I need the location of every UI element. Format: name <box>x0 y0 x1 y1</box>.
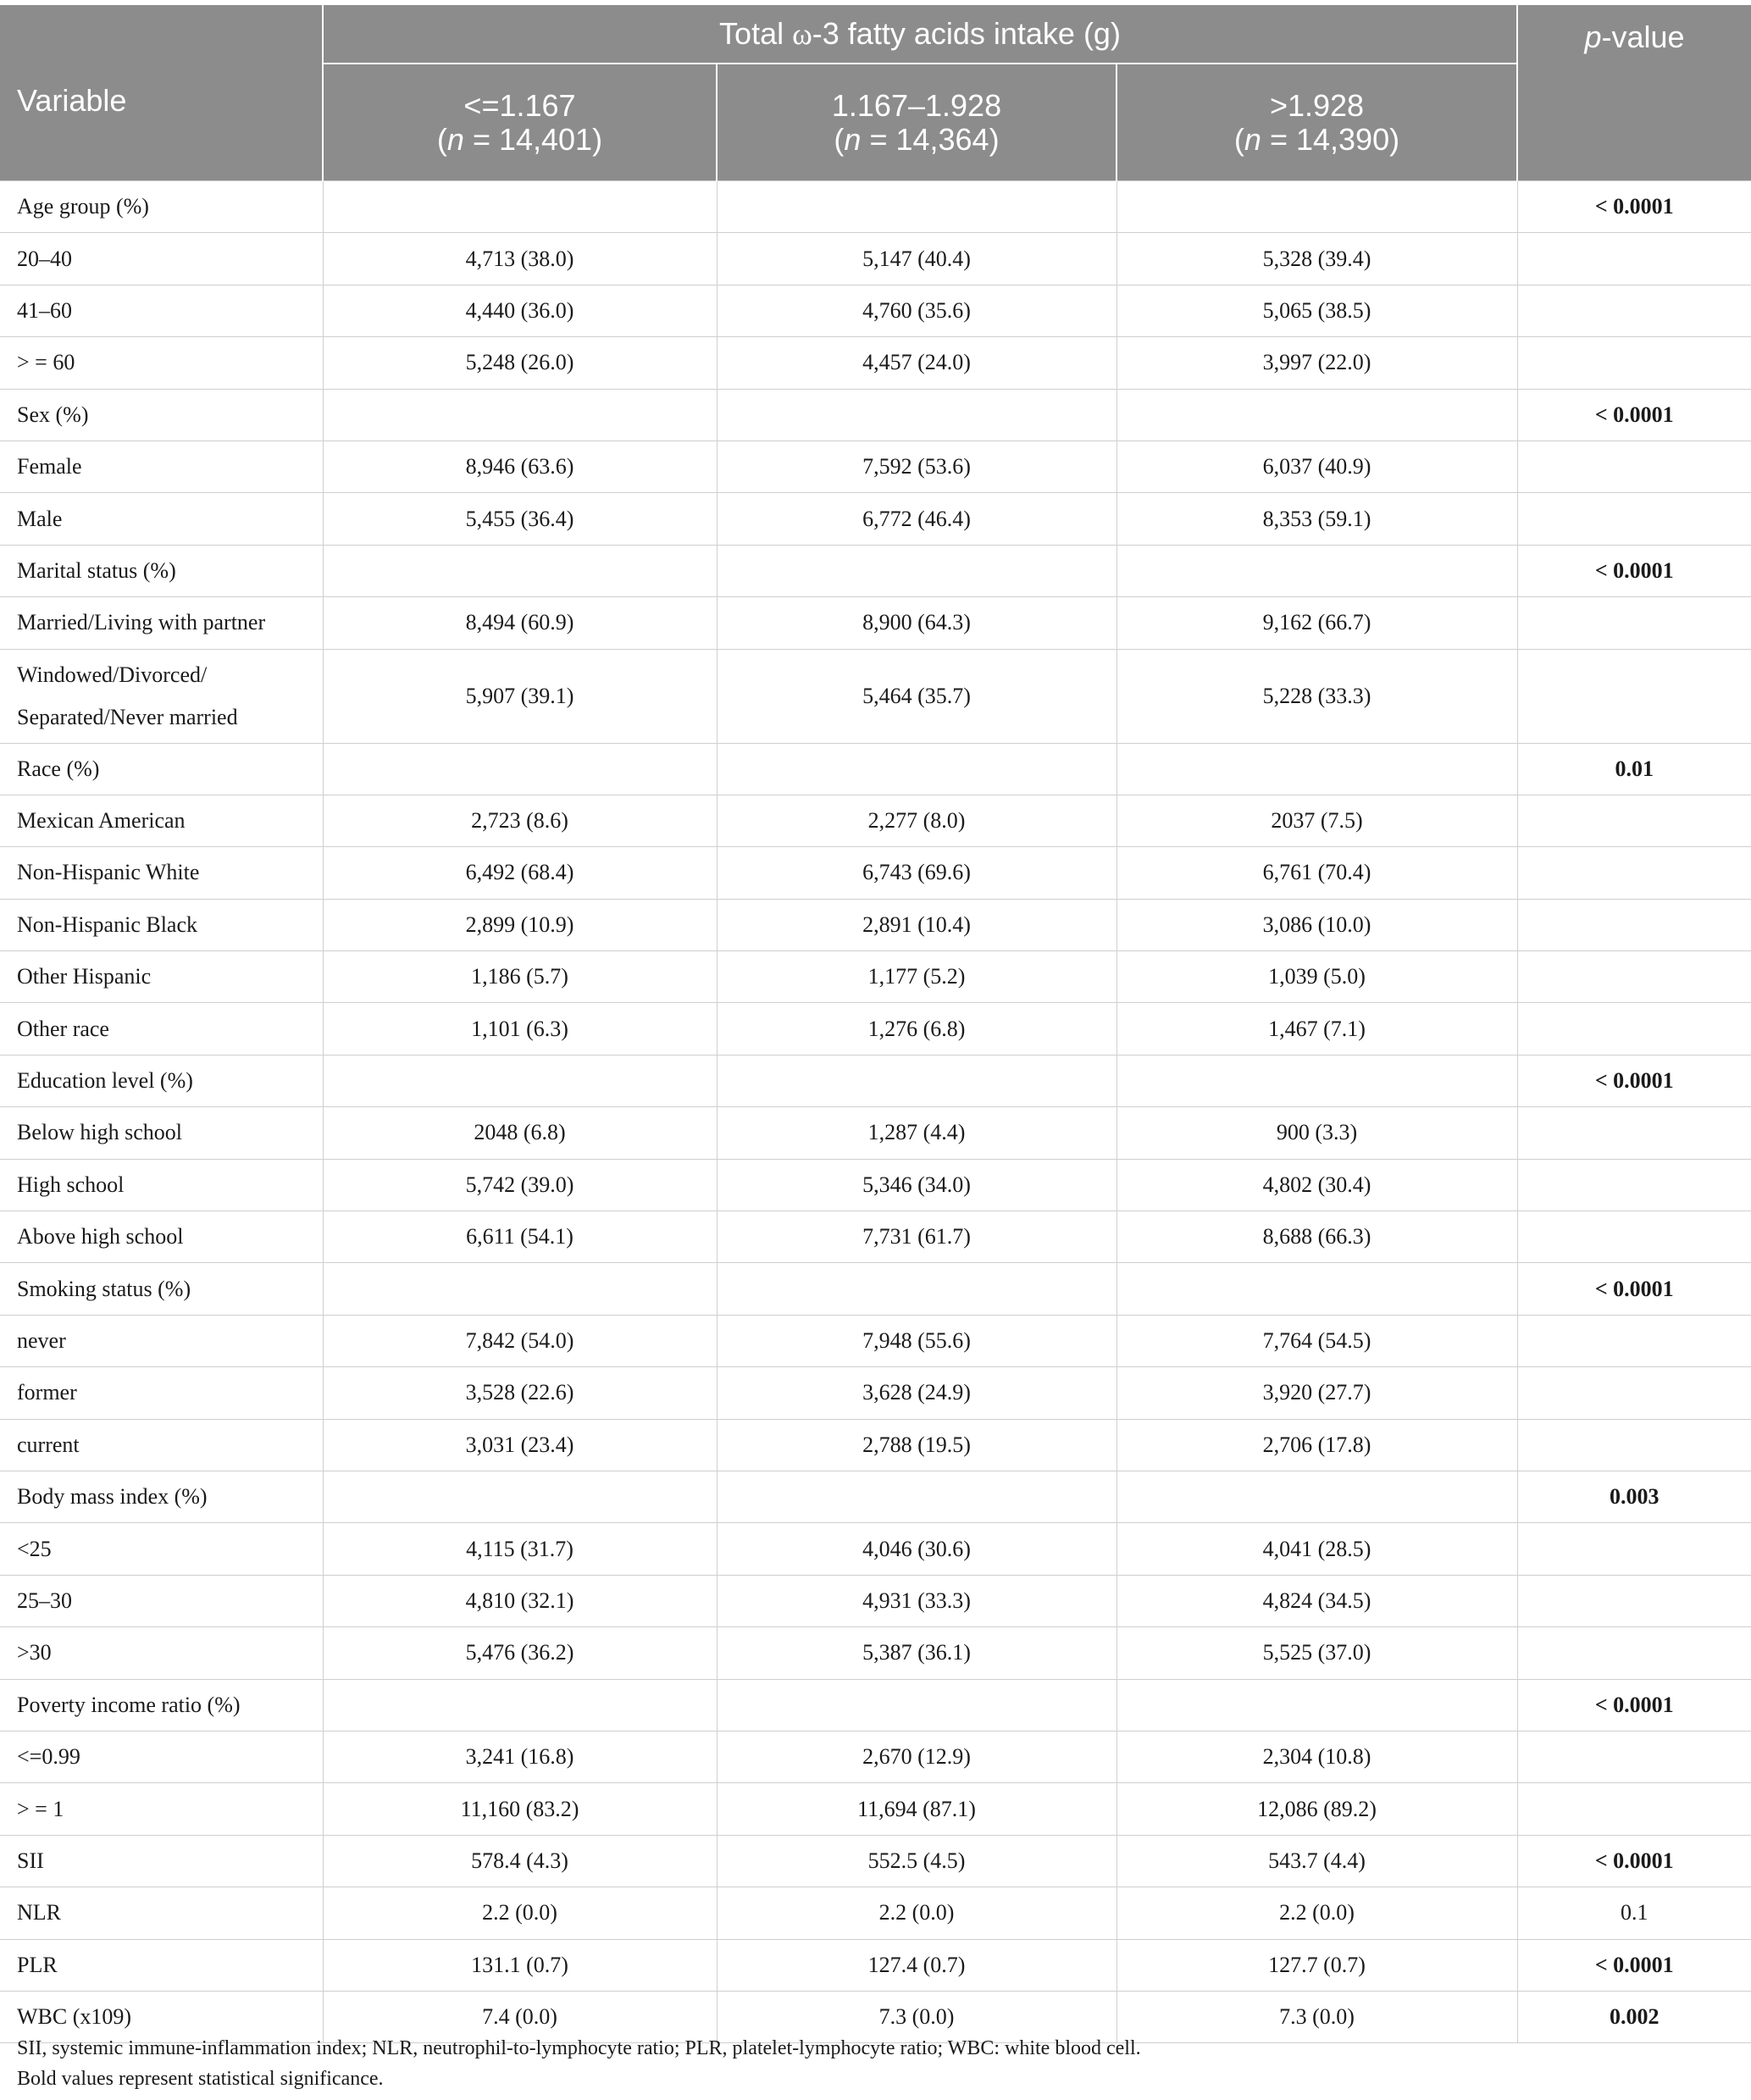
value-cell: 3,528 (22.6) <box>323 1367 717 1419</box>
value-cell: 2,277 (8.0) <box>717 795 1117 846</box>
variable-cell: Marital status (%) <box>0 545 323 596</box>
table-row <box>0 597 1751 649</box>
value-cell: 1,276 (6.8) <box>717 1003 1117 1055</box>
table-row <box>0 847 1751 899</box>
value-cell: 4,824 (34.5) <box>1117 1575 1517 1626</box>
pvalue-cell <box>1517 1367 1751 1419</box>
value-cell <box>323 1263 717 1315</box>
value-cell: 3,628 (24.9) <box>717 1367 1117 1419</box>
table-row <box>0 441 1751 492</box>
column-header-low <box>323 64 717 181</box>
value-cell <box>1117 1471 1517 1522</box>
variable-cell: WBC (x109) <box>0 1991 323 2042</box>
group-header-omega: ω <box>792 17 812 51</box>
variable-cell: Body mass index (%) <box>0 1471 323 1522</box>
column-header-range: >1.928 <box>1269 87 1365 123</box>
table-row <box>0 1107 1751 1159</box>
table-row <box>0 1627 1751 1679</box>
pvalue-header <box>1517 5 1751 181</box>
variable-cell: Married/Living with partner <box>0 597 323 649</box>
column-header-mid <box>717 64 1117 181</box>
value-cell: 5,907 (39.1) <box>323 649 717 743</box>
value-cell <box>323 1471 717 1522</box>
group-header-prefix: Total <box>719 16 793 51</box>
pvalue-cell: 0.003 <box>1517 1471 1751 1522</box>
variable-cell: PLR <box>0 1939 323 1991</box>
value-cell <box>717 389 1117 441</box>
column-header-n: (n = 14,401) <box>436 121 603 157</box>
pvalue-cell: < 0.0001 <box>1517 1055 1751 1106</box>
variable-cell: <=0.99 <box>0 1731 323 1782</box>
value-cell: 2,723 (8.6) <box>323 795 717 846</box>
value-cell <box>717 181 1117 233</box>
pvalue-cell <box>1517 1107 1751 1159</box>
table-row <box>0 1835 1751 1887</box>
value-cell: 5,464 (35.7) <box>717 649 1117 743</box>
value-cell <box>323 1679 717 1731</box>
pvalue-cell <box>1517 233 1751 285</box>
pvalue-cell: < 0.0001 <box>1517 545 1751 596</box>
table-row <box>0 285 1751 336</box>
table-row <box>0 1679 1751 1731</box>
value-cell: 8,353 (59.1) <box>1117 493 1517 545</box>
value-cell: 2,899 (10.9) <box>323 899 717 950</box>
pvalue-cell <box>1517 493 1751 545</box>
header-blank-cell <box>0 5 323 64</box>
table-row <box>0 1887 1751 1939</box>
pvalue-cell <box>1517 1523 1751 1575</box>
pvalue-cell <box>1517 951 1751 1003</box>
value-cell: 2037 (7.5) <box>1117 795 1517 846</box>
pvalue-cell <box>1517 1419 1751 1471</box>
value-cell: 2.2 (0.0) <box>717 1887 1117 1939</box>
table-header <box>0 5 1751 181</box>
column-header-range: 1.167–1.928 <box>831 87 1002 123</box>
value-cell: 4,810 (32.1) <box>323 1575 717 1626</box>
value-cell: 900 (3.3) <box>1117 1107 1517 1159</box>
variable-cell: 20–40 <box>0 233 323 285</box>
variable-cell: Male <box>0 493 323 545</box>
value-cell: 7.3 (0.0) <box>717 1991 1117 2042</box>
value-cell: 2.2 (0.0) <box>323 1887 717 1939</box>
table-row <box>0 1939 1751 1991</box>
pvalue-cell <box>1517 795 1751 846</box>
pvalue-cell <box>1517 1159 1751 1211</box>
pvalue-cell: 0.1 <box>1517 1887 1751 1939</box>
variable-cell: NLR <box>0 1887 323 1939</box>
value-cell: 6,492 (68.4) <box>323 847 717 899</box>
value-cell: 2,706 (17.8) <box>1117 1419 1517 1471</box>
variable-cell: former <box>0 1367 323 1419</box>
value-cell: 5,147 (40.4) <box>717 233 1117 285</box>
value-cell: 6,743 (69.6) <box>717 847 1117 899</box>
pvalue-cell <box>1517 1003 1751 1055</box>
value-cell: 6,037 (40.9) <box>1117 441 1517 492</box>
table-row <box>0 233 1751 285</box>
value-cell <box>717 743 1117 795</box>
table-row <box>0 1003 1751 1055</box>
variable-cell: >30 <box>0 1627 323 1679</box>
variable-cell: Above high school <box>0 1211 323 1263</box>
pvalue-header-rest: -value <box>1601 19 1685 54</box>
value-cell: 5,455 (36.4) <box>323 493 717 545</box>
pvalue-cell <box>1517 1627 1751 1679</box>
variable-cell: > = 60 <box>0 337 323 389</box>
value-cell: 1,186 (5.7) <box>323 951 717 1003</box>
value-cell: 4,457 (24.0) <box>717 337 1117 389</box>
table-row <box>0 1575 1751 1626</box>
variable-cell: Poverty income ratio (%) <box>0 1679 323 1731</box>
value-cell: 543.7 (4.4) <box>1117 1835 1517 1887</box>
value-cell: 4,802 (30.4) <box>1117 1159 1517 1211</box>
value-cell: 2,304 (10.8) <box>1117 1731 1517 1782</box>
value-cell: 6,772 (46.4) <box>717 493 1117 545</box>
variable-cell <box>0 649 323 743</box>
value-cell <box>1117 389 1517 441</box>
pvalue-cell <box>1517 1575 1751 1626</box>
variable-cell: Other Hispanic <box>0 951 323 1003</box>
variable-cell-line2: Separated/Never married <box>17 704 238 729</box>
variable-cell: Smoking status (%) <box>0 1263 323 1315</box>
column-header-n: (n = 14,364) <box>834 121 1000 157</box>
value-cell: 7,731 (61.7) <box>717 1211 1117 1263</box>
variable-cell: 41–60 <box>0 285 323 336</box>
value-cell: 4,760 (35.6) <box>717 285 1117 336</box>
value-cell <box>717 1263 1117 1315</box>
table-row <box>0 1315 1751 1366</box>
value-cell: 3,997 (22.0) <box>1117 337 1517 389</box>
value-cell: 8,688 (66.3) <box>1117 1211 1517 1263</box>
value-cell: 1,287 (4.4) <box>717 1107 1117 1159</box>
value-cell: 3,031 (23.4) <box>323 1419 717 1471</box>
value-cell: 7,842 (54.0) <box>323 1315 717 1366</box>
pvalue-cell <box>1517 1783 1751 1835</box>
table-row <box>0 1471 1751 1522</box>
pvalue-cell <box>1517 847 1751 899</box>
value-cell: 7,592 (53.6) <box>717 441 1117 492</box>
column-header-high <box>1117 64 1517 181</box>
value-cell: 4,440 (36.0) <box>323 285 717 336</box>
pvalue-cell <box>1517 285 1751 336</box>
value-cell <box>717 1679 1117 1731</box>
table-row <box>0 1783 1751 1835</box>
value-cell: 6,611 (54.1) <box>323 1211 717 1263</box>
data-table <box>0 5 1751 2043</box>
variable-cell: > = 1 <box>0 1783 323 1835</box>
pvalue-cell: < 0.0001 <box>1517 1679 1751 1731</box>
variable-cell: SII <box>0 1835 323 1887</box>
variable-cell: Race (%) <box>0 743 323 795</box>
value-cell: 1,039 (5.0) <box>1117 951 1517 1003</box>
value-cell <box>717 545 1117 596</box>
value-cell <box>323 545 717 596</box>
value-cell: 5,328 (39.4) <box>1117 233 1517 285</box>
column-header-n: (n = 14,390) <box>1233 121 1400 157</box>
value-cell: 5,525 (37.0) <box>1117 1627 1517 1679</box>
value-cell: 552.5 (4.5) <box>717 1835 1117 1887</box>
variable-cell: 25–30 <box>0 1575 323 1626</box>
value-cell: 7,764 (54.5) <box>1117 1315 1517 1366</box>
table-row <box>0 181 1751 233</box>
group-header <box>323 5 1517 64</box>
pvalue-header-italic: p <box>1584 19 1602 54</box>
pvalue-cell <box>1517 1211 1751 1263</box>
table-row <box>0 1263 1751 1315</box>
table-body <box>0 181 1751 2043</box>
pvalue-cell: 0.002 <box>1517 1991 1751 2042</box>
value-cell: 4,041 (28.5) <box>1117 1523 1517 1575</box>
value-cell <box>717 1471 1117 1522</box>
value-cell <box>1117 545 1517 596</box>
variable-cell: Other race <box>0 1003 323 1055</box>
table-row <box>0 337 1751 389</box>
value-cell: 4,046 (30.6) <box>717 1523 1117 1575</box>
value-cell: 5,346 (34.0) <box>717 1159 1117 1211</box>
variable-cell: Non-Hispanic Black <box>0 899 323 950</box>
value-cell: 5,065 (38.5) <box>1117 285 1517 336</box>
footnote-abbreviations: SII, systemic immune-inflammation index; NLR, neutrophil-to-lymphocyte ratio; PLR, platelet-lymphocyte ratio; WBC: white blood cell. <box>17 2037 1141 2059</box>
table-row <box>0 1055 1751 1106</box>
variable-cell: Below high school <box>0 1107 323 1159</box>
value-cell: 2,788 (19.5) <box>717 1419 1117 1471</box>
value-cell: 7,948 (55.6) <box>717 1315 1117 1366</box>
table-row <box>0 1731 1751 1782</box>
variable-cell: <25 <box>0 1523 323 1575</box>
value-cell <box>323 181 717 233</box>
value-cell: 2,891 (10.4) <box>717 899 1117 950</box>
value-cell: 578.4 (4.3) <box>323 1835 717 1887</box>
column-header-range: <=1.167 <box>463 87 576 123</box>
variable-cell: Age group (%) <box>0 181 323 233</box>
value-cell: 12,086 (89.2) <box>1117 1783 1517 1835</box>
value-cell: 3,086 (10.0) <box>1117 899 1517 950</box>
value-cell: 5,476 (36.2) <box>323 1627 717 1679</box>
pvalue-cell <box>1517 441 1751 492</box>
footnotes <box>17 2033 1141 2094</box>
pvalue-cell <box>1517 1315 1751 1366</box>
value-cell: 4,931 (33.3) <box>717 1575 1117 1626</box>
value-cell: 127.7 (0.7) <box>1117 1939 1517 1991</box>
variable-cell: High school <box>0 1159 323 1211</box>
value-cell: 131.1 (0.7) <box>323 1939 717 1991</box>
footnote-bold-note: Bold values represent statistical significance. <box>17 2068 384 2090</box>
table-row <box>0 1367 1751 1419</box>
value-cell: 3,920 (27.7) <box>1117 1367 1517 1419</box>
table-row <box>0 1523 1751 1575</box>
value-cell: 11,694 (87.1) <box>717 1783 1117 1835</box>
value-cell: 7.4 (0.0) <box>323 1991 717 2042</box>
value-cell: 5,228 (33.3) <box>1117 649 1517 743</box>
variable-cell: Education level (%) <box>0 1055 323 1106</box>
value-cell: 5,742 (39.0) <box>323 1159 717 1211</box>
value-cell: 5,248 (26.0) <box>323 337 717 389</box>
table-row <box>0 951 1751 1003</box>
pvalue-cell <box>1517 649 1751 743</box>
variable-cell: Non-Hispanic White <box>0 847 323 899</box>
table-row <box>0 1211 1751 1263</box>
variable-header: Variable <box>0 64 323 181</box>
pvalue-cell <box>1517 1731 1751 1782</box>
value-cell <box>323 389 717 441</box>
pvalue-cell: < 0.0001 <box>1517 1835 1751 1887</box>
pvalue-cell <box>1517 899 1751 950</box>
value-cell: 127.4 (0.7) <box>717 1939 1117 1991</box>
value-cell: 8,900 (64.3) <box>717 597 1117 649</box>
variable-cell: current <box>0 1419 323 1471</box>
value-cell <box>323 1055 717 1106</box>
value-cell: 8,946 (63.6) <box>323 441 717 492</box>
table-row <box>0 1159 1751 1211</box>
value-cell: 3,241 (16.8) <box>323 1731 717 1782</box>
value-cell <box>1117 181 1517 233</box>
value-cell: 9,162 (66.7) <box>1117 597 1517 649</box>
pvalue-cell: < 0.0001 <box>1517 389 1751 441</box>
pvalue-cell: < 0.0001 <box>1517 1263 1751 1315</box>
variable-cell: Mexican American <box>0 795 323 846</box>
table-row <box>0 389 1751 441</box>
table-row <box>0 649 1751 743</box>
value-cell: 5,387 (36.1) <box>717 1627 1117 1679</box>
value-cell <box>1117 743 1517 795</box>
value-cell: 1,177 (5.2) <box>717 951 1117 1003</box>
value-cell: 4,115 (31.7) <box>323 1523 717 1575</box>
value-cell: 6,761 (70.4) <box>1117 847 1517 899</box>
pvalue-cell <box>1517 337 1751 389</box>
table-row <box>0 493 1751 545</box>
variable-cell-line1: Windowed/Divorced/ <box>17 662 208 687</box>
table-row <box>0 743 1751 795</box>
variable-cell: never <box>0 1315 323 1366</box>
pvalue-cell: < 0.0001 <box>1517 1939 1751 1991</box>
table-row <box>0 795 1751 846</box>
group-header-suffix: -3 fatty acids intake (g) <box>812 16 1121 51</box>
value-cell: 8,494 (60.9) <box>323 597 717 649</box>
value-cell <box>717 1055 1117 1106</box>
pvalue-cell: < 0.0001 <box>1517 181 1751 233</box>
value-cell <box>1117 1263 1517 1315</box>
variable-cell: Female <box>0 441 323 492</box>
pvalue-cell <box>1517 597 1751 649</box>
value-cell: 11,160 (83.2) <box>323 1783 717 1835</box>
value-cell <box>1117 1055 1517 1106</box>
value-cell: 7.3 (0.0) <box>1117 1991 1517 2042</box>
value-cell <box>1117 1679 1517 1731</box>
value-cell: 2.2 (0.0) <box>1117 1887 1517 1939</box>
value-cell <box>323 743 717 795</box>
value-cell: 2048 (6.8) <box>323 1107 717 1159</box>
pvalue-cell: 0.01 <box>1517 743 1751 795</box>
variable-cell: Sex (%) <box>0 389 323 441</box>
table-row <box>0 899 1751 950</box>
value-cell: 2,670 (12.9) <box>717 1731 1117 1782</box>
value-cell: 1,101 (6.3) <box>323 1003 717 1055</box>
value-cell: 1,467 (7.1) <box>1117 1003 1517 1055</box>
table-row <box>0 1419 1751 1471</box>
table-row <box>0 545 1751 596</box>
value-cell: 4,713 (38.0) <box>323 233 717 285</box>
